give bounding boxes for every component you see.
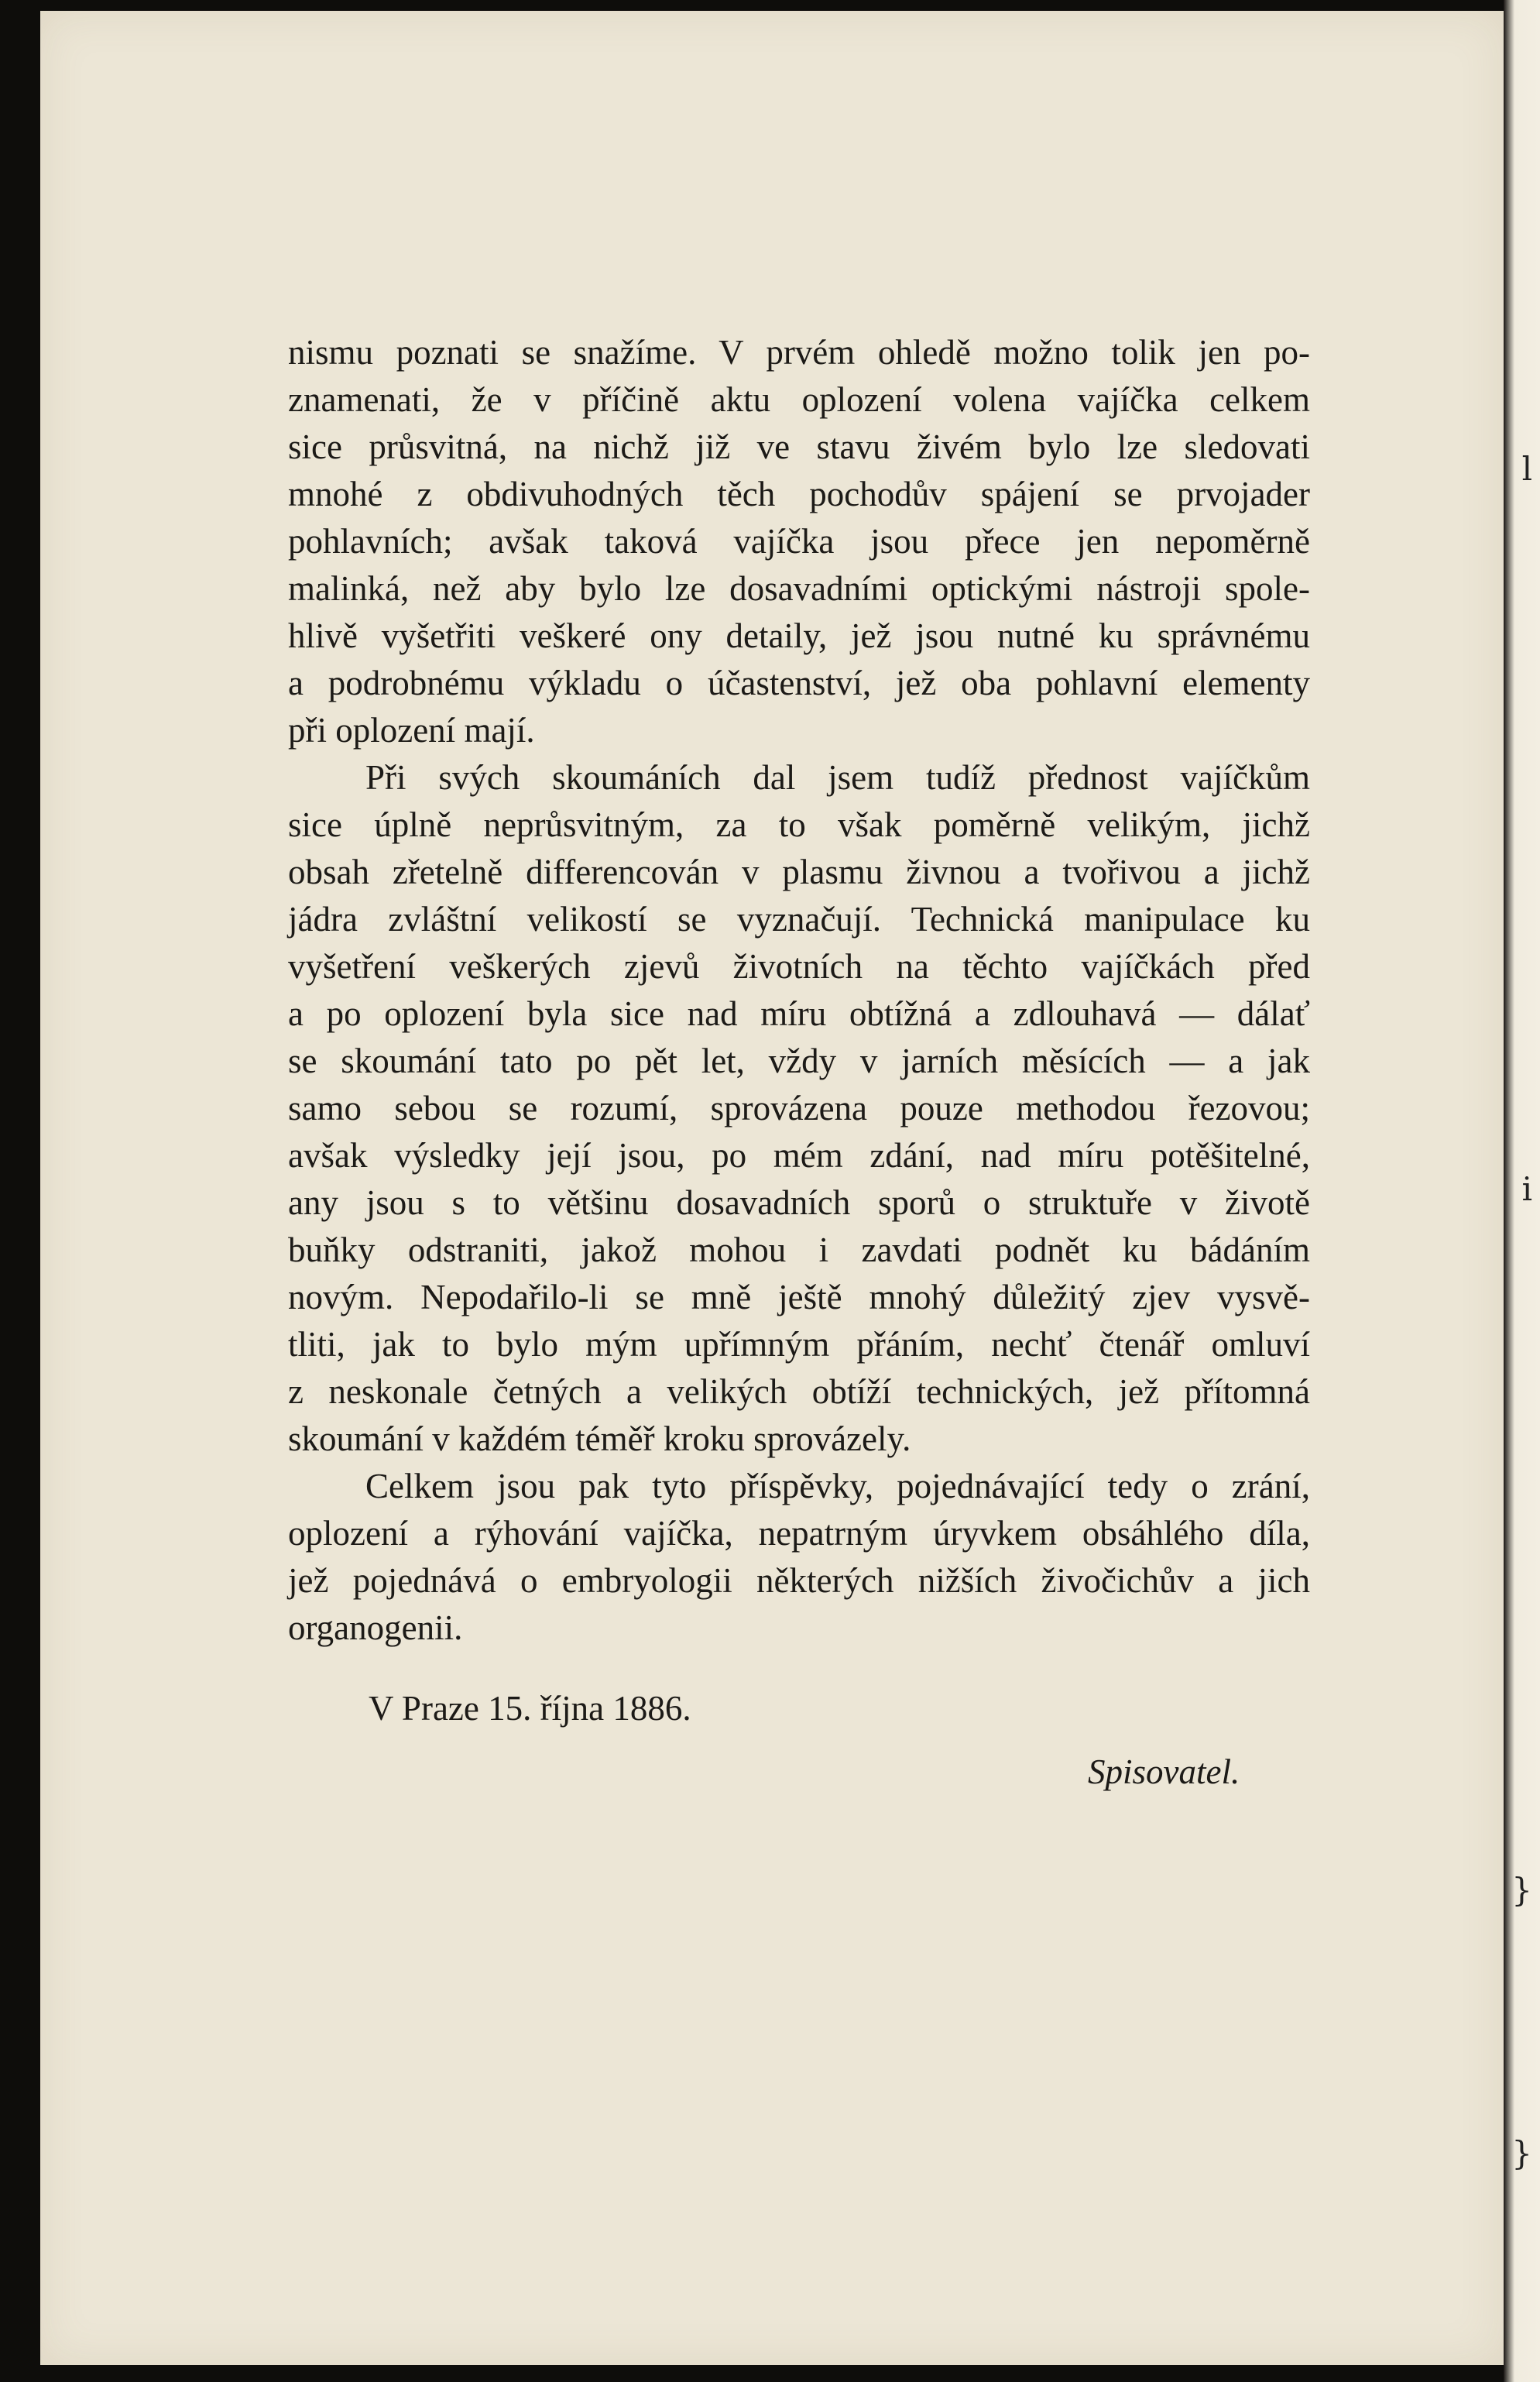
text-line: avšak výsledky její jsou, po mém zdání, nad míru potěšitelné, [288, 1136, 1310, 1175]
text-line: při oplození mají. [288, 711, 535, 750]
text-line: organogenii. [288, 1608, 463, 1647]
text-line: Celkem jsou pak tyto příspěvky, pojednávající tedy o zrání, [365, 1467, 1310, 1505]
edge-mark: i [1521, 1170, 1532, 1208]
text-line: tliti, jak to bylo mým upřímným přáním, nechť čtenář omluví [288, 1325, 1310, 1364]
adjacent-page-edge [1504, 0, 1540, 2382]
text-line: a podrobnému výkladu o účastenství, jež oba pohlavní elementy [288, 664, 1310, 702]
edge-mark: l [1521, 450, 1532, 488]
text-line: z neskonale četných a velikých obtíží technických, jež přítomná [288, 1372, 1310, 1411]
text-line: novým. Nepodařilo-li se mně ještě mnohý důležitý zjev vysvě- [288, 1278, 1310, 1316]
text-line: Při svých skoumáních dal jsem tudíž přednost vajíčkům [365, 758, 1310, 797]
text-line: any jsou s to většinu dosavadních sporů o struktuře v životě [288, 1183, 1310, 1222]
text-line: samo sebou se rozumí, sprovázena pouze methodou řezovou; [288, 1089, 1310, 1128]
text-line: pohlavních; avšak taková vajíčka jsou přece jen nepoměrně [288, 522, 1310, 561]
signature: Spisovatel. [1088, 1752, 1240, 1791]
paragraph-2 [288, 754, 1310, 1463]
text-line: mnohé z obdivuhodných těch pochodův spájení se prvojader [288, 475, 1310, 513]
body-text [288, 329, 1310, 1652]
edge-mark: } [1511, 2134, 1532, 2172]
text-line: jádra zvláštní velikostí se vyznačují. Technická manipulace ku [288, 900, 1310, 939]
paragraph-3 [288, 1463, 1310, 1652]
text-line: a po oplození byla sice nad míru obtížná a zdlouhavá — dálať [288, 994, 1310, 1033]
text-line: se skoumání tato po pět let, vždy v jarních měsících — a jak [288, 1042, 1310, 1080]
dateline: V Praze 15. října 1886. [369, 1689, 691, 1728]
text-line: buňky odstraniti, jakož mohou i zavdati podnět ku bádáním [288, 1230, 1310, 1269]
text-line: obsah zřetelně differencován v plasmu živnou a tvořivou a jichž [288, 853, 1310, 891]
text-line: znamenati, že v příčině aktu oplození volena vajíčka celkem [288, 380, 1310, 419]
text-line: sice průsvitná, na nichž již ve stavu živém bylo lze sledovati [288, 427, 1310, 466]
text-line: malinká, než aby bylo lze dosavadními optickými nástroji spole- [288, 569, 1310, 608]
text-line: sice úplně neprůsvitným, za to však poměrně velikým, jichž [288, 805, 1310, 844]
text-line: skoumání v každém téměř kroku sprovázely. [288, 1419, 911, 1458]
text-line: nismu poznati se snažíme. V prvém ohledě možno tolik jen po- [288, 333, 1310, 372]
text-line: oplození a rýhování vajíčka, nepatrným úryvkem obsáhlého díla, [288, 1514, 1310, 1553]
text-line: jež pojednává o embryologii některých nižších živočichův a jich [288, 1561, 1310, 1600]
edge-mark: } [1511, 1871, 1532, 1909]
paragraph-1 [288, 329, 1310, 754]
text-line: hlivě vyšetřiti veškeré ony detaily, jež jsou nutné ku správnému [288, 616, 1310, 655]
text-line: vyšetření veškerých zjevů životních na těchto vajíčkách před [288, 947, 1310, 986]
